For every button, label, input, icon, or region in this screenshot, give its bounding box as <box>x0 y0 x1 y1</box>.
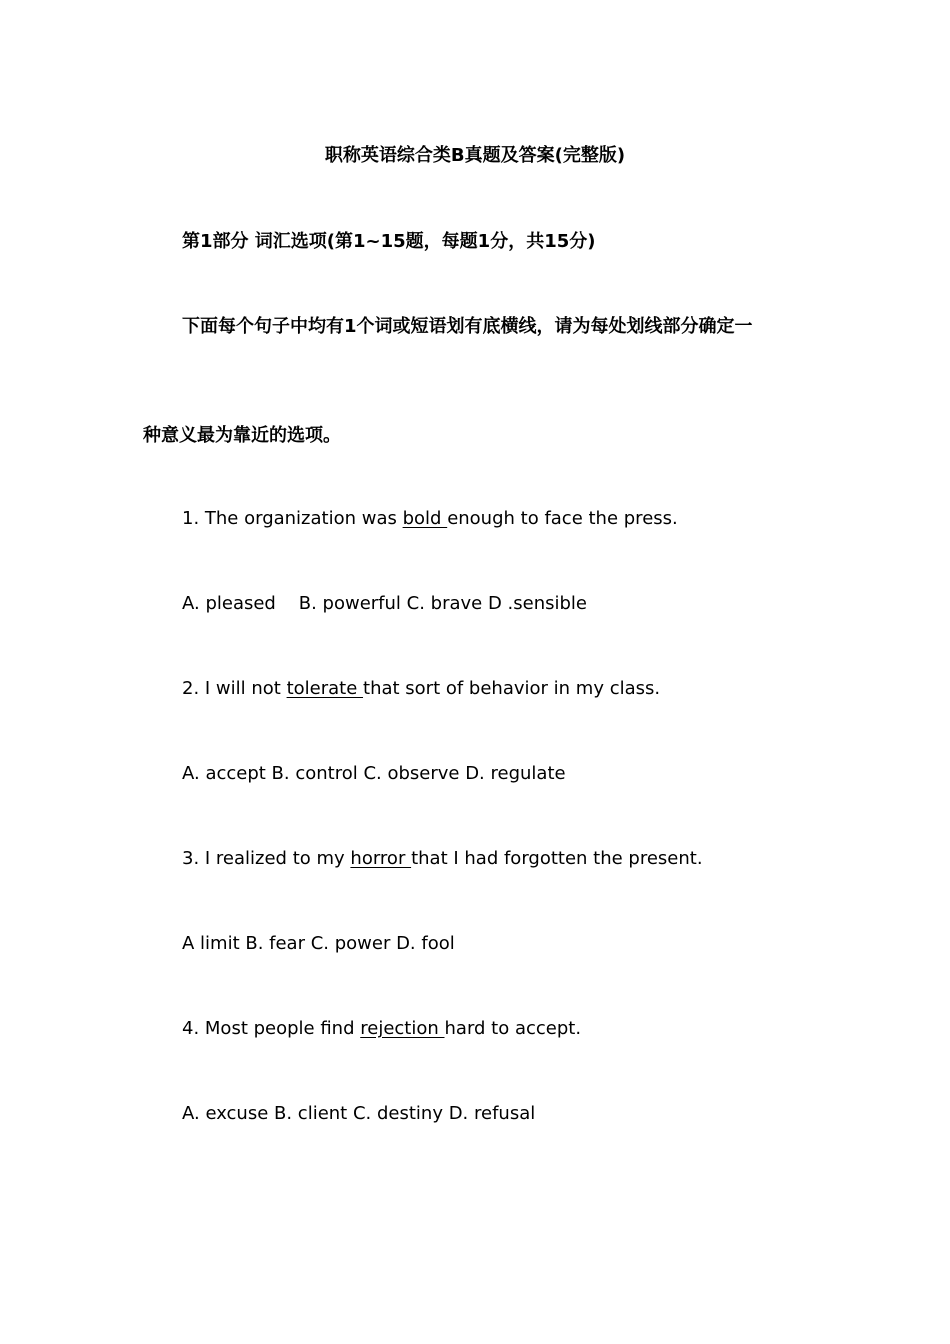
question-3 <box>182 846 703 872</box>
question-2 <box>182 676 660 702</box>
question-3-prefix: 3. I realized to my <box>182 848 351 869</box>
question-3-options: A limit B. fear C. power D. fool <box>182 933 455 954</box>
question-1 <box>182 506 678 532</box>
instruction-line-2: 种意义最为靠近的选项。 <box>143 425 341 446</box>
question-1-suffix: enough to face the press. <box>447 508 678 529</box>
question-3-underlined-word: horror <box>350 848 412 869</box>
question-3-suffix: that I had forgotten the present. <box>411 848 703 869</box>
question-1-options: A. pleased B. powerful C. brave D .sensible <box>182 593 587 614</box>
question-4-underlined-word: rejection <box>360 1018 445 1039</box>
question-1-prefix: 1. The organization was <box>182 508 403 529</box>
section-heading: 第1部分 词汇选项(第1~15题，每题1分，共15分) <box>182 231 596 252</box>
question-4-prefix: 4. Most people find <box>182 1018 361 1039</box>
question-2-options: A. accept B. control C. observe D. regulate <box>182 763 566 784</box>
question-4 <box>182 1016 581 1042</box>
question-2-suffix: that sort of behavior in my class. <box>363 678 661 699</box>
document-title: 职称英语综合类B真题及答案(完整版) <box>324 145 626 166</box>
question-2-prefix: 2. I will not <box>182 678 287 699</box>
question-4-suffix: hard to accept. <box>444 1018 582 1039</box>
question-1-underlined-word: bold <box>402 508 448 529</box>
question-2-underlined-word: tolerate <box>286 678 364 699</box>
instruction-line-1: 下面每个句子中均有1个词或短语划有底横线，请为每处划线部分确定一 <box>182 316 753 337</box>
question-4-options: A. excuse B. client C. destiny D. refusal <box>182 1103 536 1124</box>
